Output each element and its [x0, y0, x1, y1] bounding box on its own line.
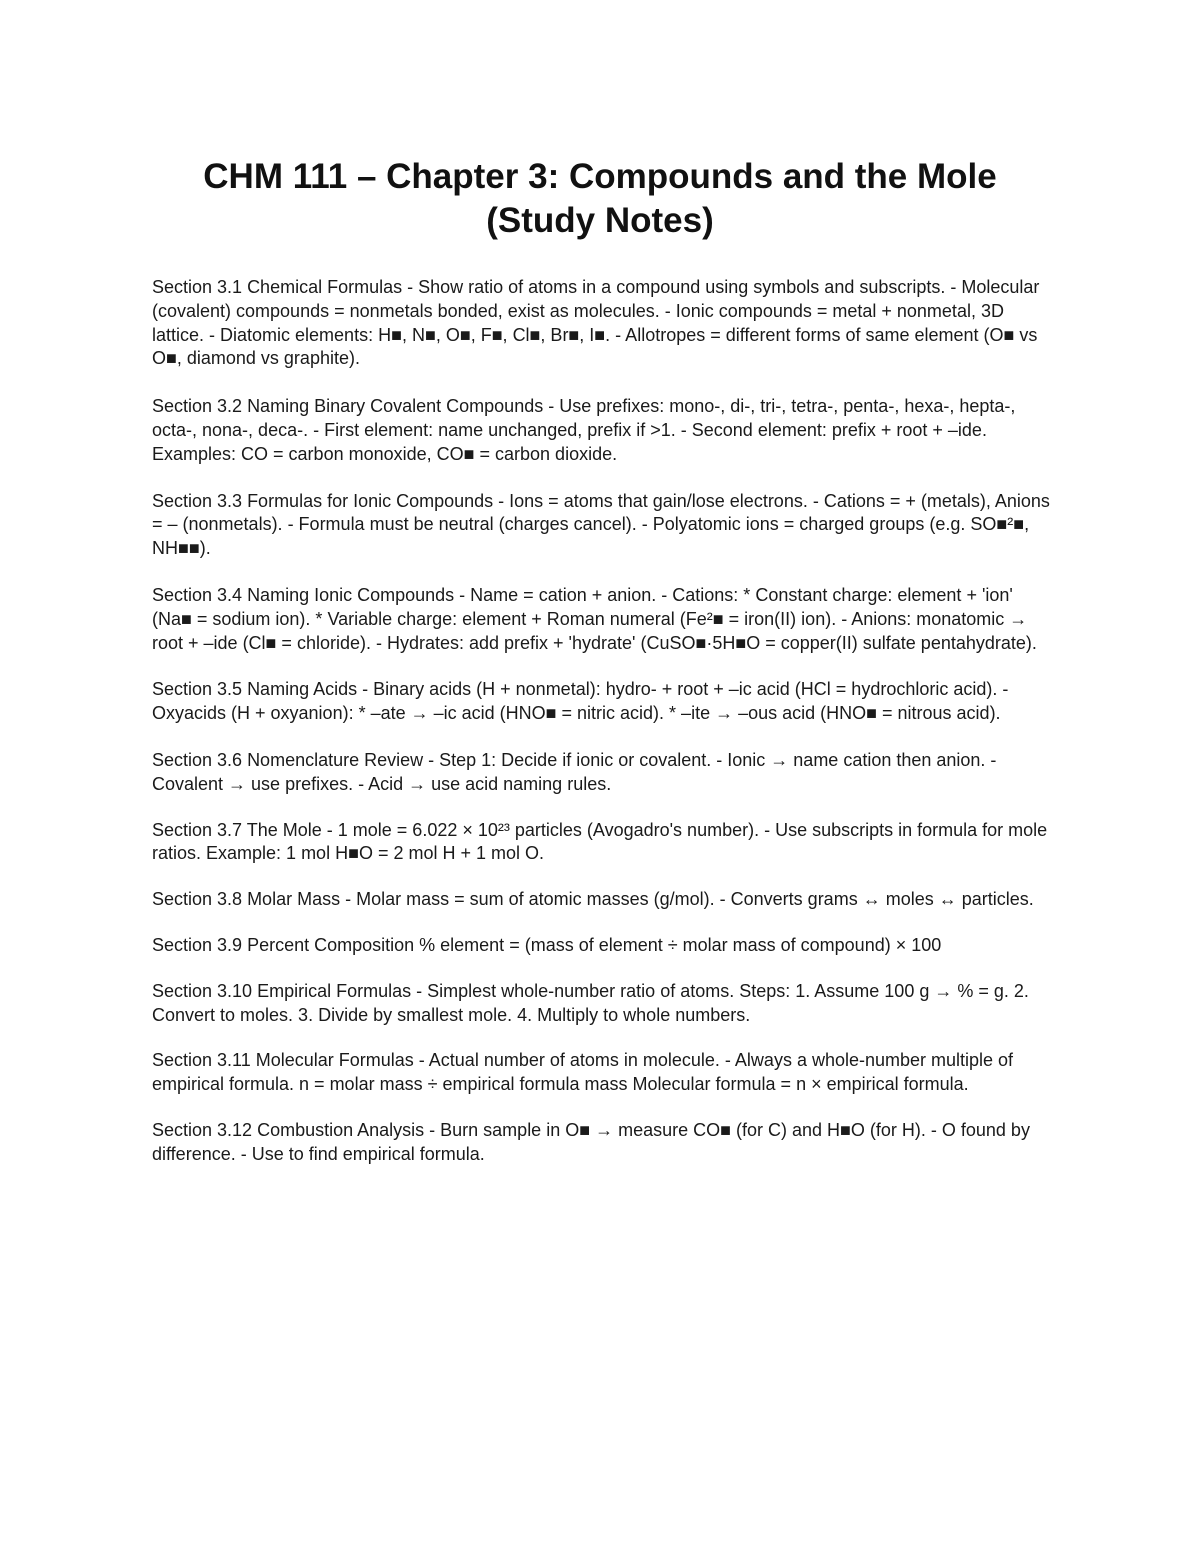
- section-3-11-molecular-formulas: Section 3.11 Molecular Formulas - Actual number of atoms in molecule. - Always a whole-number multiple of empirical formula. n = molar mass ÷ empirical formula mass Molecular formula = n × empirical formula.: [152, 1050, 1014, 1095]
- section-3-5-naming-acids: Section 3.5 Naming Acids - Binary acids (H + nonmetal): hydro- + root + –ic acid (HCl = hydrochloric acid). - Oxyacids (H + oxyanion): * –ate → –ic acid (HNO■ = nitric acid). * –ite → –ous acid (HNO■ = nitrous acid).: [152, 679, 1009, 724]
- section-3-1-chemical-formulas: Section 3.1 Chemical Formulas - Show ratio of atoms in a compound using symbols and subscripts. - Molecular (covalent) compounds = nonmetals bonded, exist as molecules. - Ionic compounds = metal + nonmetal, 3D lattice. - Diatomic elements: H■, N■, O■, F■, Cl■, Br■, I■. - Allotropes = different forms of same element (O■ vs O■, diamond vs graphite).: [152, 277, 1040, 369]
- section-3-3-formulas-ionic: Section 3.3 Formulas for Ionic Compounds - Ions = atoms that gain/lose electrons. - Cations = + (metals), Anions = – (nonmetals). - Formula must be neutral (charges cancel). - Polyatomic ions = charged groups (e.g. SO■²■, NH■■).: [152, 490, 1050, 559]
- section-3-9-percent-composition: Section 3.9 Percent Composition % element = (mass of element ÷ molar mass of compound) × 100: [152, 934, 942, 955]
- title-line-2: (Study Notes): [486, 201, 714, 240]
- section-3-4-naming-ionic: Section 3.4 Naming Ionic Compounds - Name = cation + anion. - Cations: * Constant charge: element + 'ion' (Na■ = sodium ion). * Variable charge: element + Roman numeral (Fe²■ = iron(II) ion). - Anions: monatomic → root + –ide (Cl■ = chloride). - Hydrates: add prefix + 'hydrate' (CuSO■·5H■O = copper(II) sulfate pentahydrate).: [152, 584, 1037, 653]
- section-3-12-combustion-analysis: Section 3.12 Combustion Analysis - Burn sample in O■ → measure CO■ (for C) and H■O (for H). - O found by difference. - Use to find empirical formula.: [152, 1119, 1030, 1164]
- title-line-1: CHM 111 – Chapter 3: Compounds and the Mole: [203, 157, 997, 196]
- section-3-6-nomenclature-review: Section 3.6 Nomenclature Review - Step 1: Decide if ionic or covalent. - Ionic → name cation then anion. - Covalent → use prefixes. - Acid → use acid naming rules.: [152, 749, 997, 794]
- section-3-7-the-mole: Section 3.7 The Mole - 1 mole = 6.022 × 10²³ particles (Avogadro's number). - Use subscripts in formula for mole ratios. Example: 1 mol H■O = 2 mol H + 1 mol O.: [152, 819, 1048, 864]
- section-3-2-naming-binary-covalent: Section 3.2 Naming Binary Covalent Compounds - Use prefixes: mono-, di-, tri-, tetra-, penta-, hexa-, hepta-, octa-, nona-, deca-. - First element: name unchanged, prefix if >1. - Second element: prefix + root + –ide. Examples: CO = carbon monoxide, CO■ = carbon dioxide.: [152, 396, 1016, 464]
- section-3-10-empirical-formulas: Section 3.10 Empirical Formulas - Simplest whole-number ratio of atoms. Steps: 1. Assume 100 g → % = g. 2. Convert to moles. 3. Divide by smallest mole. 4. Multiply to whole numbers.: [152, 980, 1029, 1025]
- notes-body: [152, 276, 1052, 1167]
- page-title: [150, 155, 1050, 243]
- section-3-8-molar-mass: Section 3.8 Molar Mass - Molar mass = sum of atomic masses (g/mol). - Converts grams ↔ moles ↔ particles.: [152, 889, 1034, 910]
